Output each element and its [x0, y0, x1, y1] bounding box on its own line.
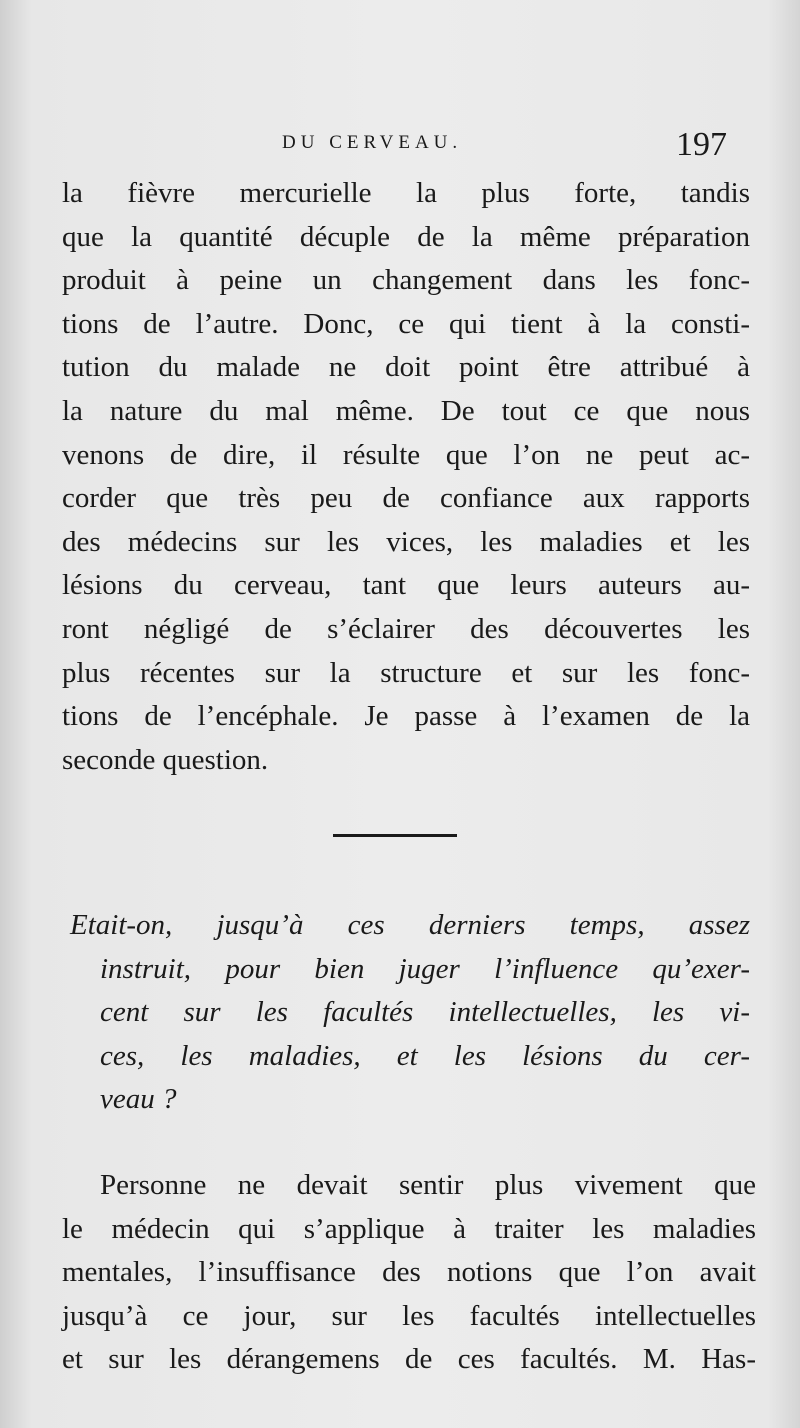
text-line: la nature du mal même. De tout ce que nous: [62, 394, 750, 427]
section-divider: [333, 834, 457, 837]
text-line: et sur les dérangemens de ces facultés. M. Has-: [62, 1343, 756, 1376]
question-line: instruit, pour bien juger l’influence qu’exer-: [100, 952, 750, 985]
question-line: cent sur les facultés intellectuelles, les vi-: [100, 996, 750, 1029]
running-head: DU CERVEAU.: [282, 132, 463, 153]
section-question: [70, 904, 750, 1122]
text-line: seconde question.: [62, 743, 269, 776]
paragraph-1: [62, 172, 750, 782]
text-line: produit à peine un changement dans les fonc-: [62, 264, 750, 297]
question-line: ces, les maladies, et les lésions du cer-: [100, 1039, 750, 1072]
text-line: tution du malade ne doit point être attribué à: [62, 351, 750, 384]
text-line: venons de dire, il résulte que l’on ne peut ac-: [62, 438, 750, 471]
page-header: [0, 128, 800, 168]
text-line: lésions du cerveau, tant que leurs auteurs au-: [62, 569, 750, 602]
text-line: la fièvre mercurielle la plus forte, tandis: [62, 177, 750, 209]
text-line: jusqu’à ce jour, sur les facultés intellectuelles: [62, 1299, 756, 1332]
text-line: tions de l’autre. Donc, ce qui tient à la consti-: [62, 307, 750, 340]
text-line: le médecin qui s’applique à traiter les maladies: [62, 1212, 756, 1245]
text-line: ront négligé de s’éclairer des découvertes les: [62, 612, 750, 645]
question-line: veau ?: [100, 1083, 177, 1116]
paragraph-2: [62, 1164, 756, 1382]
text-line: tions de l’encéphale. Je passe à l’examen de la: [62, 700, 750, 733]
text-line: corder que très peu de confiance aux rapports: [62, 482, 750, 515]
text-line: Personne ne devait sentir plus vivement que: [100, 1169, 756, 1201]
question-line: Etait-on, jusqu’à ces derniers temps, assez: [70, 909, 750, 941]
text-line: que la quantité décuple de la même préparation: [62, 220, 750, 253]
text-line: des médecins sur les vices, les maladies et les: [62, 525, 750, 558]
text-line: plus récentes sur la structure et sur les fonc-: [62, 656, 750, 689]
page-number: 197: [676, 126, 727, 163]
text-line: mentales, l’insuffisance des notions que l’on avait: [62, 1256, 756, 1289]
